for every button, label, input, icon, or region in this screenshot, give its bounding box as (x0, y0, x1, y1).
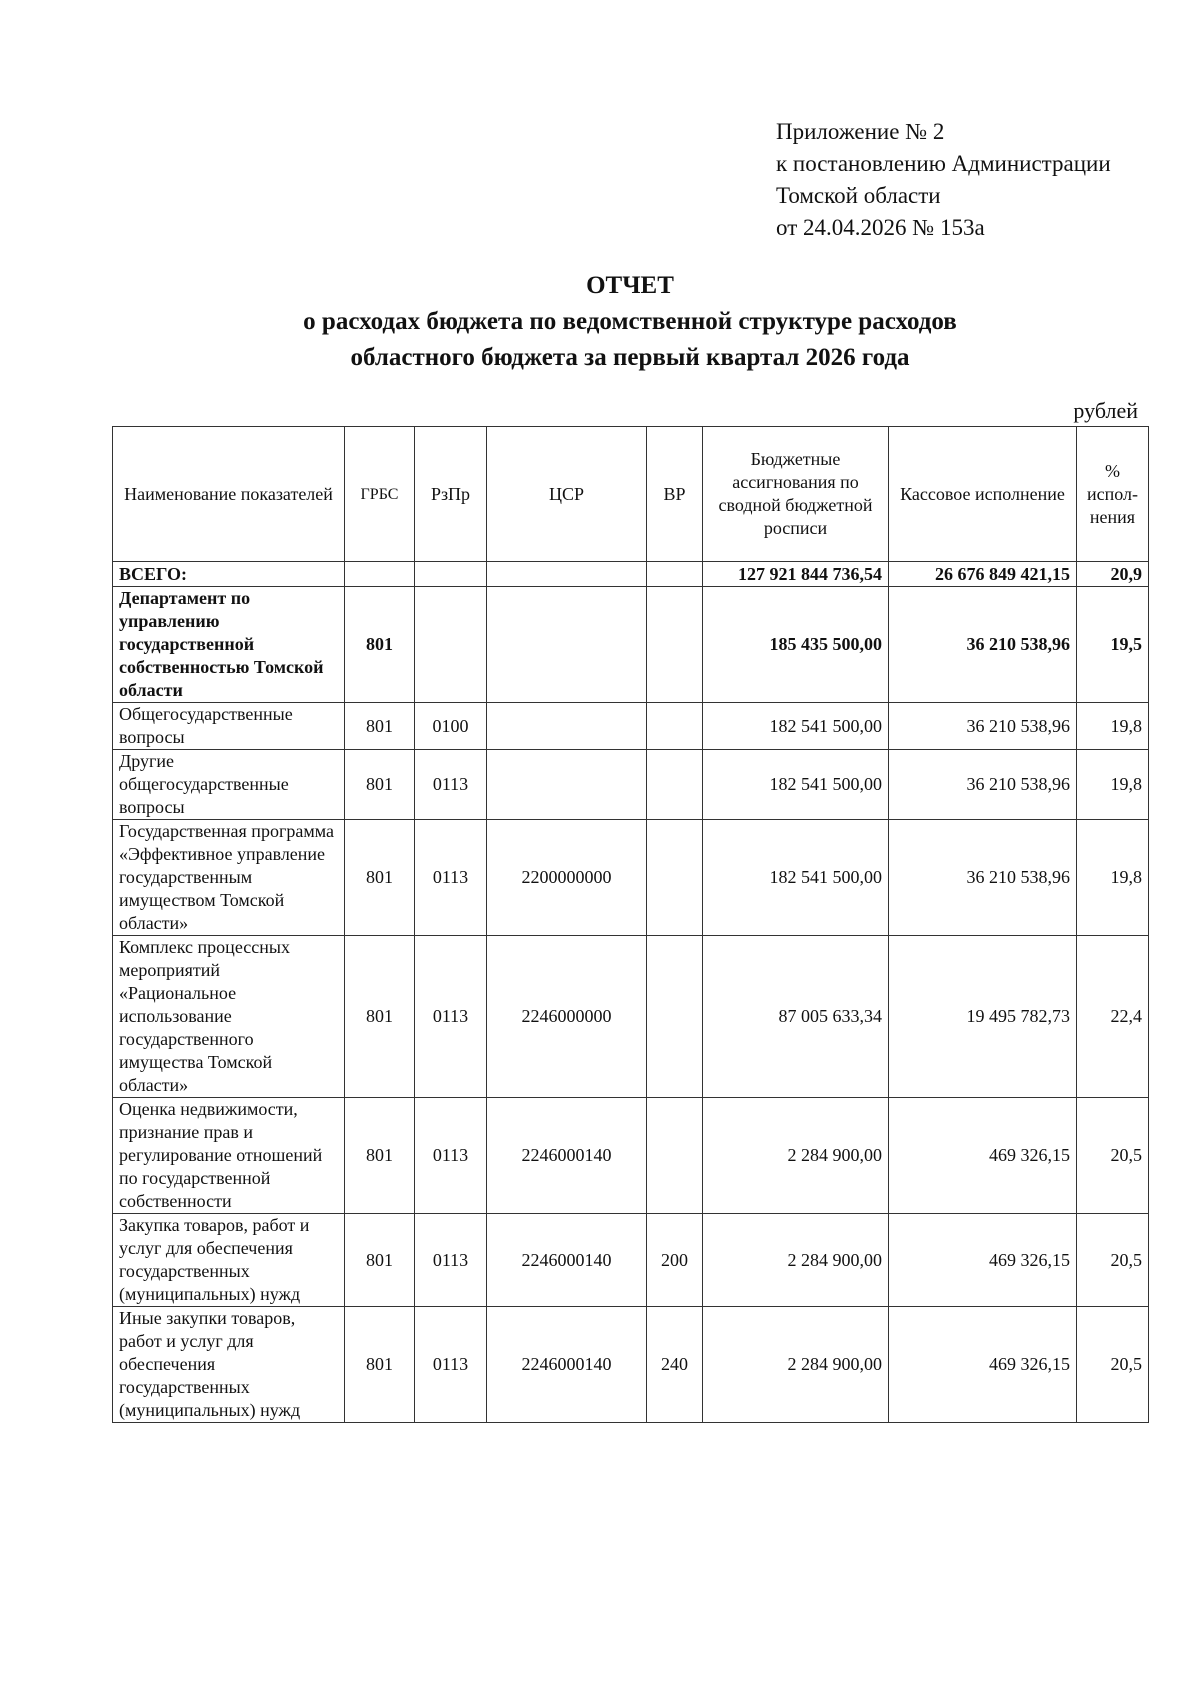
cell-rzpr: 0113 (415, 820, 487, 936)
cell-vr (647, 587, 703, 703)
cell-name: Общегосударственные вопросы (113, 703, 345, 750)
header-grbs: ГРБС (345, 427, 415, 562)
cell-grbs: 801 (345, 750, 415, 820)
table-row (113, 1307, 1149, 1423)
cell-percent: 20,5 (1077, 1214, 1149, 1307)
cell-vr: 240 (647, 1307, 703, 1423)
appendix-line-2: к постановлению Администрации (776, 151, 1111, 176)
cell-assigned: 2 284 900,00 (703, 1307, 889, 1423)
cell-assigned: 182 541 500,00 (703, 703, 889, 750)
cell-grbs: 801 (345, 1307, 415, 1423)
table-row (113, 820, 1149, 936)
cell-vr (647, 820, 703, 936)
title-line-2: о расходах бюджета по ведомственной структуре расходов (303, 308, 957, 335)
header-csr: ЦСР (487, 427, 647, 562)
table-row (113, 587, 1149, 703)
cell-name: Иные закупки товаров, работ и услуг для обеспечения государственных (муниципальных) нужд (113, 1307, 345, 1423)
cell-name: ВСЕГО: (113, 562, 345, 587)
cell-executed: 36 210 538,96 (889, 587, 1077, 703)
cell-vr (647, 1098, 703, 1214)
title-heading: ОТЧЕТ (586, 272, 674, 299)
table-row (113, 703, 1149, 750)
header-percent: % испол-нения (1077, 427, 1149, 562)
cell-grbs: 801 (345, 936, 415, 1098)
cell-assigned: 127 921 844 736,54 (703, 562, 889, 587)
cell-grbs: 801 (345, 587, 415, 703)
header-name: Наименование показателей (113, 427, 345, 562)
cell-csr (487, 750, 647, 820)
cell-executed: 469 326,15 (889, 1214, 1077, 1307)
cell-rzpr: 0100 (415, 703, 487, 750)
units-label: рублей (1073, 398, 1138, 423)
cell-csr: 2246000140 (487, 1098, 647, 1214)
cell-rzpr: 0113 (415, 1214, 487, 1307)
table-row (113, 750, 1149, 820)
header-assigned: Бюджетные ассигнования по сводной бюджетной росписи (703, 427, 889, 562)
cell-assigned: 182 541 500,00 (703, 750, 889, 820)
table-header-row (113, 427, 1149, 562)
cell-rzpr (415, 587, 487, 703)
cell-grbs: 801 (345, 1098, 415, 1214)
appendix-line-3: Томской области (776, 183, 941, 208)
cell-rzpr: 0113 (415, 1098, 487, 1214)
cell-executed: 36 210 538,96 (889, 703, 1077, 750)
cell-percent: 20,9 (1077, 562, 1149, 587)
cell-name: Оценка недвижимости, признание прав и регулирование отношений по государственной собственности (113, 1098, 345, 1214)
cell-grbs: 801 (345, 820, 415, 936)
cell-grbs: 801 (345, 1214, 415, 1307)
table-row (113, 1098, 1149, 1214)
cell-assigned: 87 005 633,34 (703, 936, 889, 1098)
cell-vr (647, 936, 703, 1098)
cell-assigned: 185 435 500,00 (703, 587, 889, 703)
cell-vr (647, 750, 703, 820)
cell-vr (647, 703, 703, 750)
header-vr: ВР (647, 427, 703, 562)
cell-csr: 2200000000 (487, 820, 647, 936)
title-line-3: областного бюджета за первый квартал 2026 года (350, 344, 910, 371)
cell-assigned: 2 284 900,00 (703, 1214, 889, 1307)
cell-percent: 19,5 (1077, 587, 1149, 703)
cell-executed: 469 326,15 (889, 1098, 1077, 1214)
cell-rzpr: 0113 (415, 936, 487, 1098)
cell-percent: 22,4 (1077, 936, 1149, 1098)
cell-executed: 36 210 538,96 (889, 750, 1077, 820)
cell-csr: 2246000000 (487, 936, 647, 1098)
cell-percent: 19,8 (1077, 820, 1149, 936)
cell-assigned: 2 284 900,00 (703, 1098, 889, 1214)
cell-csr (487, 703, 647, 750)
cell-vr: 200 (647, 1214, 703, 1307)
table-row (113, 1214, 1149, 1307)
appendix-line-4: от 24.04.2026 № 153а (776, 215, 985, 240)
header-executed: Кассовое исполнение (889, 427, 1077, 562)
cell-vr (647, 562, 703, 587)
cell-grbs: 801 (345, 703, 415, 750)
cell-percent: 19,8 (1077, 750, 1149, 820)
cell-executed: 26 676 849 421,15 (889, 562, 1077, 587)
cell-name: Департамент по управлению государственной собственностью Томской области (113, 587, 345, 703)
cell-executed: 19 495 782,73 (889, 936, 1077, 1098)
cell-rzpr (415, 562, 487, 587)
header-rzpr: РзПр (415, 427, 487, 562)
cell-csr: 2246000140 (487, 1214, 647, 1307)
table-row (113, 936, 1149, 1098)
cell-rzpr: 0113 (415, 1307, 487, 1423)
cell-executed: 36 210 538,96 (889, 820, 1077, 936)
cell-percent: 19,8 (1077, 703, 1149, 750)
cell-rzpr: 0113 (415, 750, 487, 820)
cell-name: Другие общегосударственные вопросы (113, 750, 345, 820)
cell-name: Комплекс процессных мероприятий «Рациональное использование государственного имущества Томской области» (113, 936, 345, 1098)
cell-csr (487, 562, 647, 587)
cell-percent: 20,5 (1077, 1307, 1149, 1423)
cell-percent: 20,5 (1077, 1098, 1149, 1214)
report-table (112, 426, 1149, 1423)
cell-name: Государственная программа «Эффективное управление государственным имуществом Томской области» (113, 820, 345, 936)
appendix-block (776, 116, 1111, 244)
cell-name: Закупка товаров, работ и услуг для обеспечения государственных (муниципальных) нужд (113, 1214, 345, 1307)
document-title (0, 268, 1200, 376)
cell-assigned: 182 541 500,00 (703, 820, 889, 936)
cell-csr (487, 587, 647, 703)
cell-executed: 469 326,15 (889, 1307, 1077, 1423)
cell-grbs (345, 562, 415, 587)
cell-csr: 2246000140 (487, 1307, 647, 1423)
table-row (113, 562, 1149, 587)
appendix-line-1: Приложение № 2 (776, 119, 945, 144)
